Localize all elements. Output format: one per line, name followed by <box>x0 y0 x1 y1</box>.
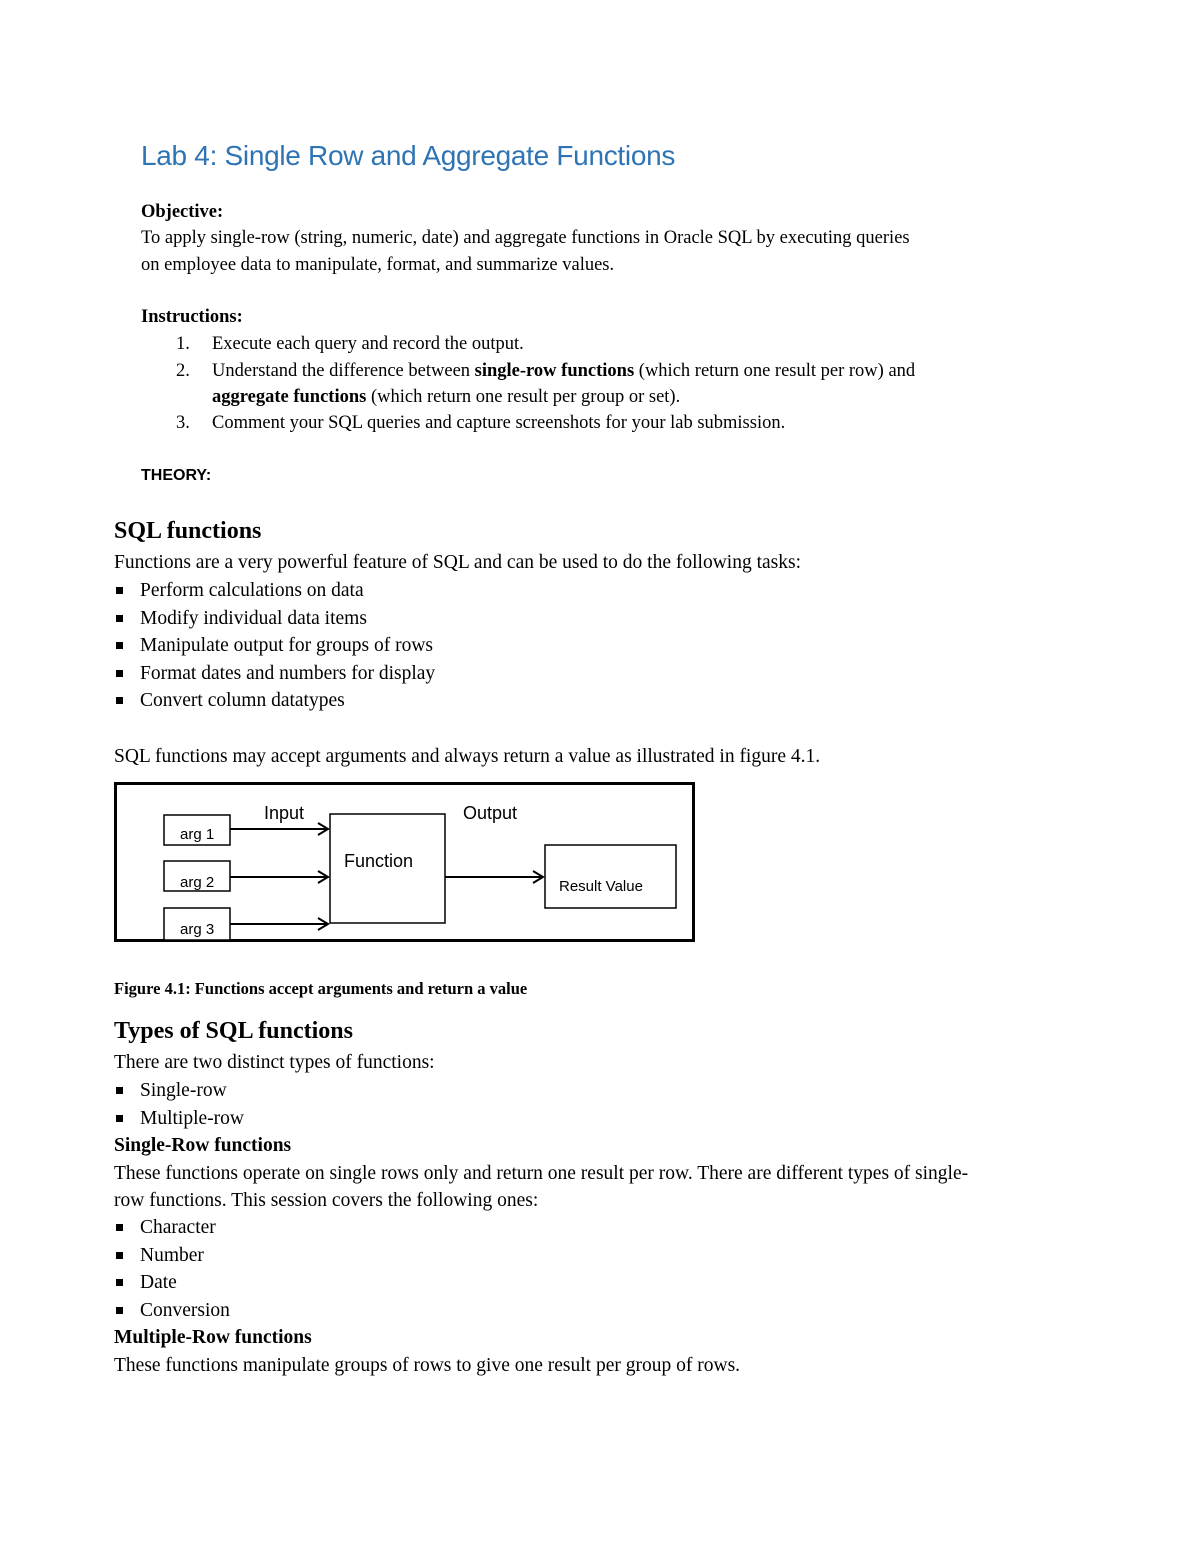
function-label: Function <box>344 851 414 871</box>
instruction-number: 3. <box>176 413 190 433</box>
single-row-types-list <box>114 1214 230 1324</box>
instruction-bold-term: aggregate functions <box>212 387 367 407</box>
list-item: Conversion <box>114 1297 230 1325</box>
list-item: Convert column datatypes <box>114 687 435 715</box>
objective-heading: Objective: <box>141 202 224 222</box>
theory-label: THEORY: <box>141 467 212 484</box>
instruction-number: 2. <box>176 361 190 381</box>
objective-line-1: To apply single-row (string, numeric, date) and aggregate functions in Oracle SQL by executing queries <box>141 228 910 248</box>
output-label: Output <box>463 803 518 823</box>
multiple-row-text: These functions manipulate groups of rows to give one result per group of rows. <box>114 1355 741 1376</box>
list-item: Perform calculations on data <box>114 577 435 605</box>
list-item: Manipulate output for groups of rows <box>114 632 435 660</box>
list-item: Format dates and numbers for display <box>114 660 435 688</box>
arg-3-label: arg 3 <box>180 921 215 938</box>
list-item: Character <box>114 1214 230 1242</box>
list-item: Number <box>114 1242 230 1270</box>
list-item: Single-row <box>114 1077 244 1105</box>
multiple-row-heading: Multiple-Row functions <box>114 1327 312 1348</box>
types-heading: Types of SQL functions <box>114 1018 353 1044</box>
types-list <box>114 1077 244 1132</box>
single-row-line-1: These functions operate on single rows only and return one result per row. There are different types of single- <box>114 1163 969 1184</box>
result-label: Result Value <box>559 878 643 895</box>
list-item: Modify individual data items <box>114 605 435 633</box>
single-row-line-2: row functions. This session covers the following ones: <box>114 1190 539 1211</box>
input-label: Input <box>264 803 305 823</box>
types-intro: There are two distinct types of functions: <box>114 1052 435 1073</box>
sql-functions-heading: SQL functions <box>114 518 262 544</box>
arg-2-label: arg 2 <box>180 874 215 891</box>
instruction-text: Understand the difference between <box>212 361 475 381</box>
instruction-text: Execute each query and record the output. <box>212 334 524 354</box>
result-box <box>545 845 676 908</box>
single-row-heading: Single-Row functions <box>114 1135 292 1156</box>
objective-line-2: on employee data to manipulate, format, and summarize values. <box>141 255 615 275</box>
arg-1-label: arg 1 <box>180 826 215 843</box>
instruction-number: 1. <box>176 334 190 354</box>
instruction-bold-term: single-row functions <box>474 361 635 381</box>
figure-caption: Figure 4.1: Functions accept arguments and return a value <box>114 979 528 998</box>
instruction-text: (which return one result per group or set). <box>366 387 681 407</box>
list-item: Date <box>114 1269 230 1297</box>
instruction-text: (which return one result per row) and <box>634 361 916 381</box>
page-title: Lab 4: Single Row and Aggregate Functions <box>141 140 676 171</box>
instructions-heading: Instructions: <box>141 307 243 327</box>
sql-functions-intro: Functions are a very powerful feature of SQL and can be used to do the following tasks: <box>114 552 802 573</box>
sql-functions-note: SQL functions may accept arguments and always return a value as illustrated in figure 4.1. <box>114 746 821 767</box>
instruction-text: Comment your SQL queries and capture screenshots for your lab submission. <box>212 413 786 433</box>
list-item: Multiple-row <box>114 1105 244 1133</box>
